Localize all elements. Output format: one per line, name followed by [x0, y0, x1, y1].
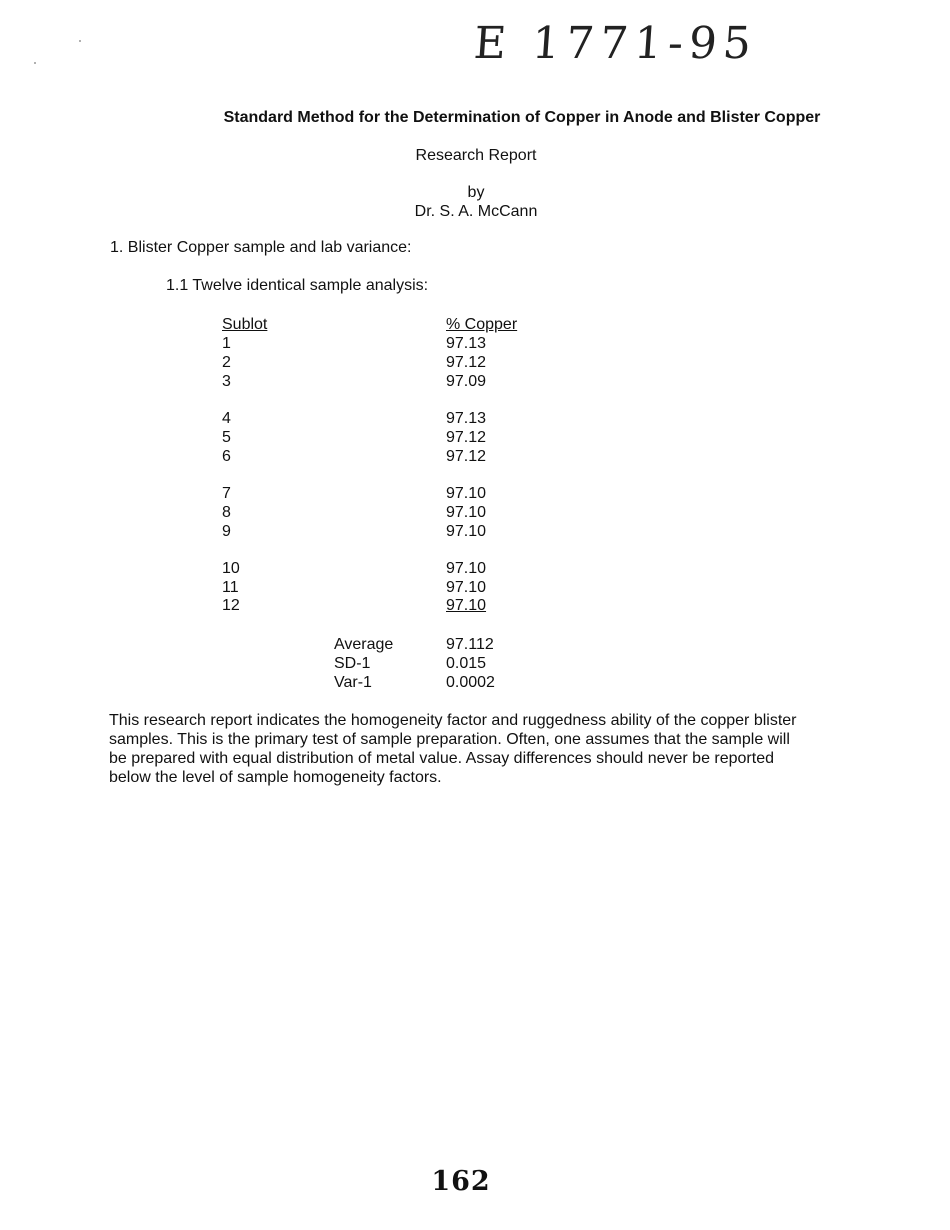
document-subtitle: Research Report: [415, 147, 537, 164]
table-cell-sublot: 1: [222, 335, 231, 352]
summary-paragraph: This research report indicates the homogeneity factor and ruggedness ability of the copper blister samples. This is the primary test of sample preparation. Often, one assumes that the sample will be prepared with equal distribution of metal value. Assay differences should never be reported below the level of sample homogeneity factors.: [109, 712, 797, 786]
table-cell-copper: 97.12: [446, 448, 487, 465]
table-cell-sublot: 6: [222, 448, 231, 465]
table-cell-copper: 97.10: [446, 485, 487, 502]
table-cell-copper: 97.12: [446, 354, 487, 371]
table-cell-sublot: 3: [222, 373, 231, 390]
section-heading-1: 1. Blister Copper sample and lab variance:: [110, 239, 412, 256]
page-number: 162: [431, 1166, 491, 1197]
table-cell-copper: 97.10: [446, 504, 487, 521]
stat-value-var: 0.0002: [446, 674, 495, 691]
table-cell-sublot: 8: [222, 504, 231, 521]
table-cell-sublot: 7: [222, 485, 231, 502]
stat-value-average: 97.112: [446, 636, 494, 653]
table-cell-sublot: 11: [222, 579, 239, 596]
table-cell-copper: 97.13: [446, 335, 487, 352]
table-cell-sublot: 4: [222, 410, 231, 427]
document-title: Standard Method for the Determination of Copper in Anode and Blister Copper: [223, 109, 821, 126]
scan-speck: [34, 62, 36, 64]
stat-label-average: Average: [334, 636, 394, 653]
table-cell-copper: 97.13: [446, 410, 487, 427]
table-cell-copper: 97.10: [446, 579, 487, 596]
table-cell-sublot: 10: [222, 560, 240, 577]
stat-value-sd: 0.015: [446, 655, 487, 672]
author-name: Dr. S. A. McCann: [414, 203, 538, 220]
table-cell-sublot: 5: [222, 429, 231, 446]
table-header-copper: % Copper: [446, 316, 518, 333]
byline: by: [467, 184, 485, 201]
stat-label-sd: SD-1: [334, 655, 371, 672]
table-cell-copper: 97.10: [446, 560, 487, 577]
section-heading-1-1: 1.1 Twelve identical sample analysis:: [166, 277, 429, 294]
table-cell-copper: 97.10: [446, 597, 487, 614]
stat-label-var: Var-1: [334, 674, 372, 691]
table-cell-sublot: 12: [222, 597, 240, 614]
table-cell-sublot: 9: [222, 523, 231, 540]
scan-speck: [79, 40, 81, 42]
handwritten-document-id: E 1771-95: [472, 18, 759, 69]
table-header-sublot: Sublot: [222, 316, 268, 333]
table-cell-copper: 97.09: [446, 373, 487, 390]
table-cell-sublot: 2: [222, 354, 231, 371]
table-cell-copper: 97.12: [446, 429, 487, 446]
table-cell-copper: 97.10: [446, 523, 487, 540]
